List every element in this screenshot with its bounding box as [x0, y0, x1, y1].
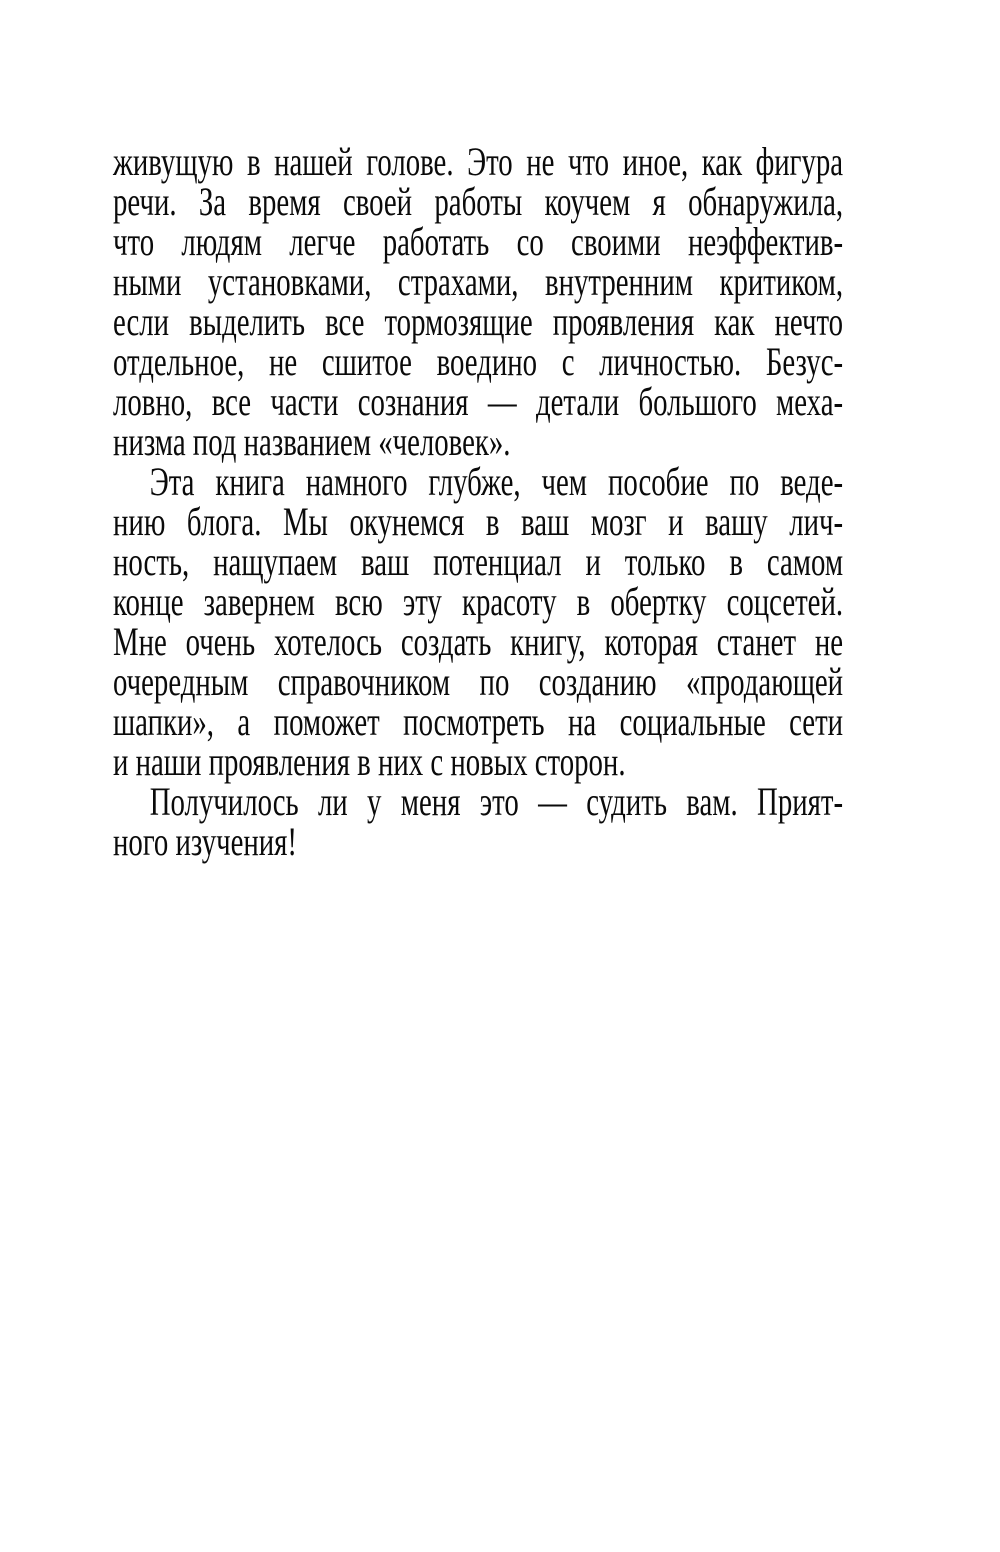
text-line: ловно, все части сознания — детали большого меха-	[113, 379, 844, 424]
text-line: ного изучения!	[113, 819, 298, 864]
text-line: Эта книга намного глубже, чем пособие по веде-	[149, 459, 844, 504]
text-line: отдельное, не сшитое воедино с личностью. Безус-	[113, 339, 844, 384]
text-line: конце завернем всю эту красоту в обертку соцсетей.	[113, 579, 844, 624]
body-text	[113, 139, 844, 864]
paragraph-3	[113, 779, 844, 864]
text-line: очередным справочником по созданию «продающей	[113, 659, 844, 704]
text-line: ными установками, страхами, внутренним критиком,	[113, 259, 844, 304]
paragraph-2	[113, 459, 844, 784]
text-line: живущую в нашей голове. Это не что иное, как фигура	[113, 139, 844, 184]
text-line: речи. За время своей работы коучем я обнаружила,	[113, 179, 844, 224]
paragraph-1	[113, 139, 844, 464]
text-line: что людям легче работать со своими неэффектив-	[113, 219, 844, 264]
text-line: Получилось ли у меня это — судить вам. Прият-	[149, 779, 844, 824]
text-line: нию блога. Мы окунемся в ваш мозг и вашу лич-	[113, 499, 844, 544]
text-line: Мне очень хотелось создать книгу, которая станет не	[113, 619, 844, 664]
text-line: шапки», а поможет посмотреть на социальные сети	[113, 699, 844, 744]
text-line: низма под названием «человек».	[113, 419, 511, 464]
text-line: ность, нащупаем ваш потенциал и только в самом	[113, 539, 844, 584]
text-line: если выделить все тормозящие проявления как нечто	[113, 299, 844, 344]
text-line: и наши проявления в них с новых сторон.	[113, 739, 626, 784]
